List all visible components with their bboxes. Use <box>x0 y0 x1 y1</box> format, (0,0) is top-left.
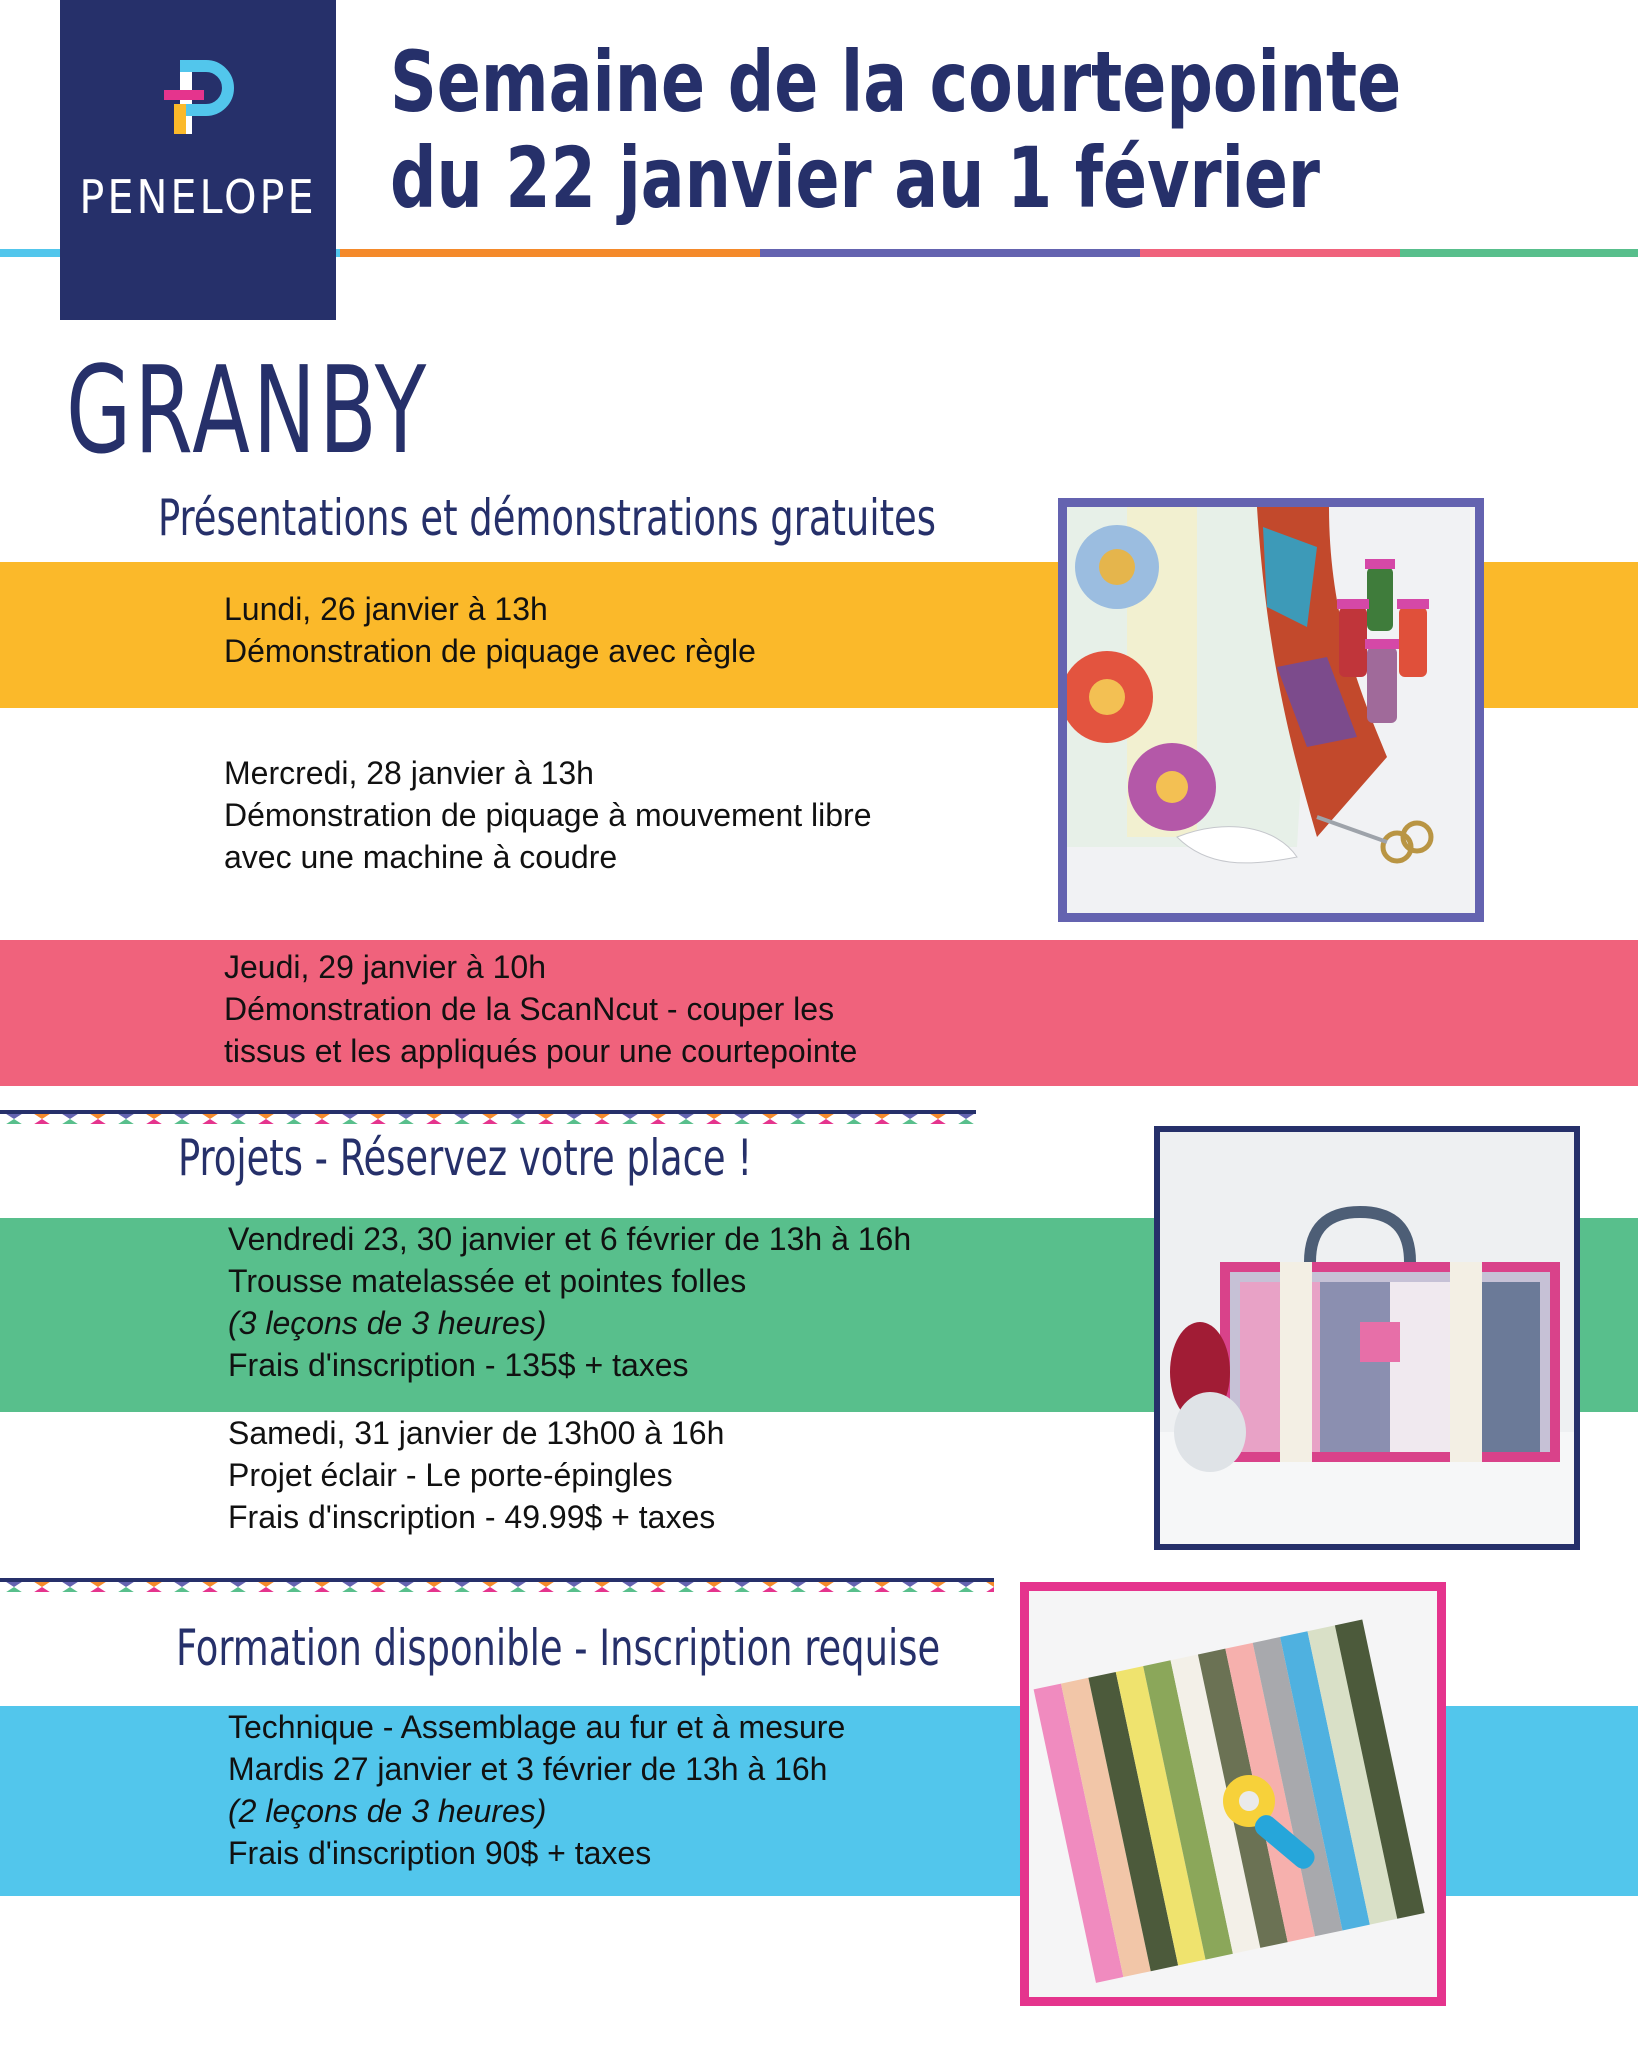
event-desc: Trousse matelassée et pointes folles <box>228 1263 747 1299</box>
event-desc: Démonstration de piquage à mouvement libre <box>224 797 872 833</box>
event-monday <box>224 588 756 672</box>
event-wednesday <box>224 752 871 878</box>
event-date: Jeudi, 29 janvier à 10h <box>224 949 546 985</box>
strip-quilt-photo-illustration <box>1029 1591 1437 1997</box>
logo-block <box>60 0 336 320</box>
title-line-1: Semaine de la courtepointe <box>390 33 1402 131</box>
event-price: Frais d'inscription - 49.99$ + taxes <box>228 1499 716 1535</box>
section-title-projets: Projets - Réservez votre place ! <box>178 1129 753 1187</box>
pouch-photo-illustration <box>1160 1132 1574 1544</box>
title-line-2: du 22 janvier au 1 février <box>390 129 1320 227</box>
project-samedi <box>228 1412 724 1538</box>
event-desc: Démonstration de piquage avec règle <box>224 633 756 669</box>
event-date: Samedi, 31 janvier de 13h00 à 16h <box>228 1415 725 1451</box>
event-duration: (2 leçons de 3 heures) <box>228 1793 547 1829</box>
section-rule-formation <box>0 1578 994 1592</box>
event-desc: Projet éclair - Le porte-épingles <box>228 1457 673 1493</box>
project-vendredi <box>228 1218 911 1386</box>
event-duration: (3 leçons de 3 heures) <box>228 1305 547 1341</box>
event-date: Technique - Assemblage au fur et à mesure <box>228 1709 846 1745</box>
page-title <box>390 34 1401 226</box>
event-desc: Démonstration de la ScanNcut - couper les <box>224 991 835 1027</box>
section-title-formation: Formation disponible - Inscription requise <box>176 1619 941 1677</box>
city-heading: GRANBY <box>66 342 430 481</box>
event-date: Vendredi 23, 30 janvier et 6 février de 13h à 16h <box>228 1221 912 1257</box>
photo-quilt-thread <box>1058 498 1484 922</box>
event-price: Frais d'inscription - 135$ + taxes <box>228 1347 689 1383</box>
event-date: Lundi, 26 janvier à 13h <box>224 591 548 627</box>
photo-pouch <box>1154 1126 1580 1550</box>
event-desc: avec une machine à coudre <box>224 839 618 875</box>
event-thursday <box>224 946 857 1072</box>
event-price: Frais d'inscription 90$ + taxes <box>228 1835 652 1871</box>
quilt-photo-illustration <box>1067 507 1475 913</box>
photo-strip-quilt <box>1020 1582 1446 2006</box>
event-desc: tissus et les appliqués pour une courtepointe <box>224 1033 858 1069</box>
brand-name: PENELOPE <box>79 170 317 224</box>
formation-item <box>228 1706 845 1874</box>
section-title-presentations: Présentations et démonstrations gratuites <box>158 489 936 547</box>
event-date: Mercredi, 28 janvier à 13h <box>224 755 594 791</box>
event-desc: Mardis 27 janvier et 3 février de 13h à 16h <box>228 1751 828 1787</box>
section-rule-projets <box>0 1110 976 1124</box>
penelope-logo-icon <box>158 60 238 140</box>
